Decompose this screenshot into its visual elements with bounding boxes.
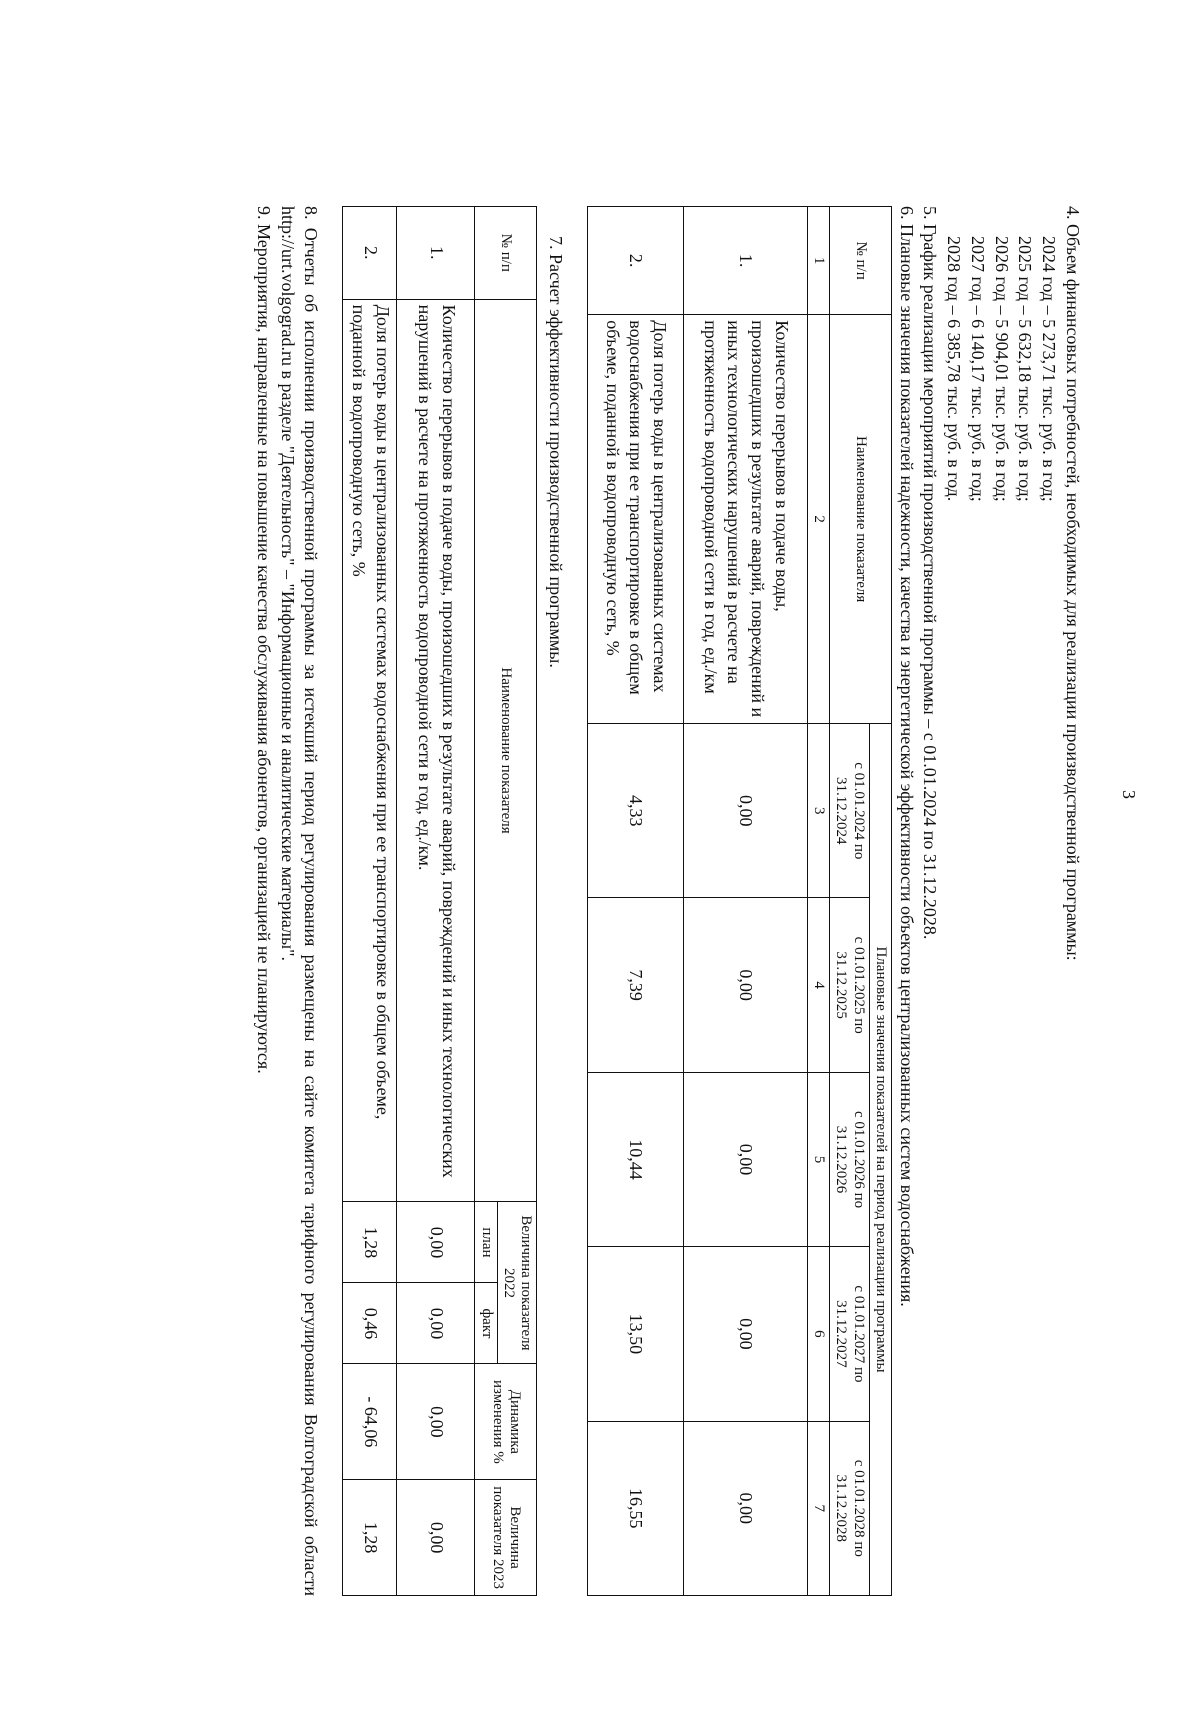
header-value-2023: Величина показателя 2023 [475,1480,537,1596]
page-body [251,206,1084,1596]
row-number: 1. [397,207,475,300]
row-value: 7,39 [588,898,684,1072]
header-period: с 01.01.2026 по 31.12.2026 [830,1072,870,1246]
section-6: 6. Плановые значения показателей надежности, качества и энергетической эффективности объектов централизованных систем водоснабжения. [896,206,917,1307]
column-number: 1 [808,207,830,315]
row-dynamics: - 64,06 [343,1364,397,1480]
row-value-2023: 1,28 [343,1480,397,1596]
row-indicator-name: Количество перерывов в подаче воды, произошедших в результате аварий, повреждений и иных технологических нарушений в расчете на протяженность водопроводной сети в год, ед./км. [397,299,475,1202]
planned-indicators-table [587,206,892,1596]
row-value: 10,44 [588,1072,684,1246]
row-number: 2. [588,207,684,315]
header-value-2022: Величина показателя 2022 [497,1202,537,1364]
column-number: 4 [808,898,830,1072]
row-indicator-name: Доля потерь воды в централизованных системах водоснабжения при ее транспортировке в общем объеме, поданной в водопроводную сеть, % [588,315,684,724]
header-indicator-name: Наименование показателя [830,315,892,724]
header-plan: план [475,1202,497,1283]
table-header-row [497,207,537,1596]
row-fact: 0,00 [397,1283,475,1364]
header-planned-values: Плановые значения показателей на период реализации программы [869,724,891,1596]
row-value: 0,00 [684,1421,808,1595]
table-row [397,207,475,1596]
table-row [684,207,808,1596]
row-value: 0,00 [684,1072,808,1246]
finance-line-2025: 2025 год – 5 632,18 тыс. руб. в год; [1015,236,1036,502]
header-number: № п/п [475,207,537,300]
row-plan: 0,00 [397,1202,475,1283]
row-value: 16,55 [588,1421,684,1595]
column-number: 5 [808,1072,830,1246]
column-number: 6 [808,1247,830,1421]
header-period: с 01.01.2028 по 31.12.2028 [830,1421,870,1595]
row-value: 0,00 [684,898,808,1072]
header-period: с 01.01.2025 по 31.12.2025 [830,898,870,1072]
header-indicator-name: Наименование показателя [475,299,537,1202]
column-number: 2 [808,315,830,724]
row-fact: 0,46 [343,1283,397,1364]
section-8: 8. Отчеты об исполнении производственной программы за истекший период регулирования размещены на сайте комитета тарифного регулирования Волгоградской области http://urt.volgograd.ru в разделе "Деятельность" – "Информационные и аналитические материалы". [277,206,322,1596]
finance-line-2024: 2024 год – 5 273,71 тыс. руб. в год; [1039,236,1060,502]
efficiency-table [343,206,538,1596]
section-4-title: 4. Объем финансовых потребностей, необходимых для реализации производственной программы: [1063,206,1083,961]
table-row [588,207,684,1596]
header-number: № п/п [830,207,892,315]
row-plan: 1,28 [343,1202,397,1283]
row-number: 2. [343,207,397,300]
header-fact: факт [475,1283,497,1364]
header-period: с 01.01.2024 по 31.12.2024 [830,724,870,898]
row-number: 1. [684,207,808,315]
page-number: 3 [1119,790,1139,799]
row-indicator-name: Количество перерывов в подаче воды, произошедших в результате аварий, повреждений и иных технологических нарушений в расчете на протяженность водопроводной сети в год, ед./км [684,315,808,724]
finance-line-2028: 2028 год – 6 385,78 тыс. руб. в год. [944,236,965,502]
section-7: 7. Расчет эффективности производственной программы. [546,236,566,668]
row-value-2023: 0,00 [397,1480,475,1596]
column-number: 7 [808,1421,830,1595]
header-dynamics: Динамика изменения % [475,1364,537,1480]
table-header-row [869,207,891,1596]
row-value: 13,50 [588,1247,684,1421]
finance-line-2027: 2027 год – 6 140,17 тыс. руб. в год; [968,236,988,502]
column-number: 3 [808,724,830,898]
row-value: 0,00 [684,1247,808,1421]
row-dynamics: 0,00 [397,1364,475,1480]
table-row [343,207,397,1596]
finance-line-2026: 2026 год – 5 904,01 тыс. руб. в год; [991,236,1012,502]
section-5: 5. График реализации мероприятий производственной программы – с 01.01.2024 по 31.12.2028. [920,206,941,940]
column-number-row [808,207,830,1596]
section-9: 9. Мероприятия, направленные на повышение качества обслуживания абонентов, организацией не планируются. [254,206,274,1074]
row-value: 4,33 [588,724,684,898]
row-value: 0,00 [684,724,808,898]
header-period: с 01.01.2027 по 31.12.2027 [830,1247,870,1421]
row-indicator-name: Доля потерь воды в централизованных системах водоснабжения при ее транспортировке в общем объеме, поданной в водопроводную сеть, % [343,299,397,1202]
